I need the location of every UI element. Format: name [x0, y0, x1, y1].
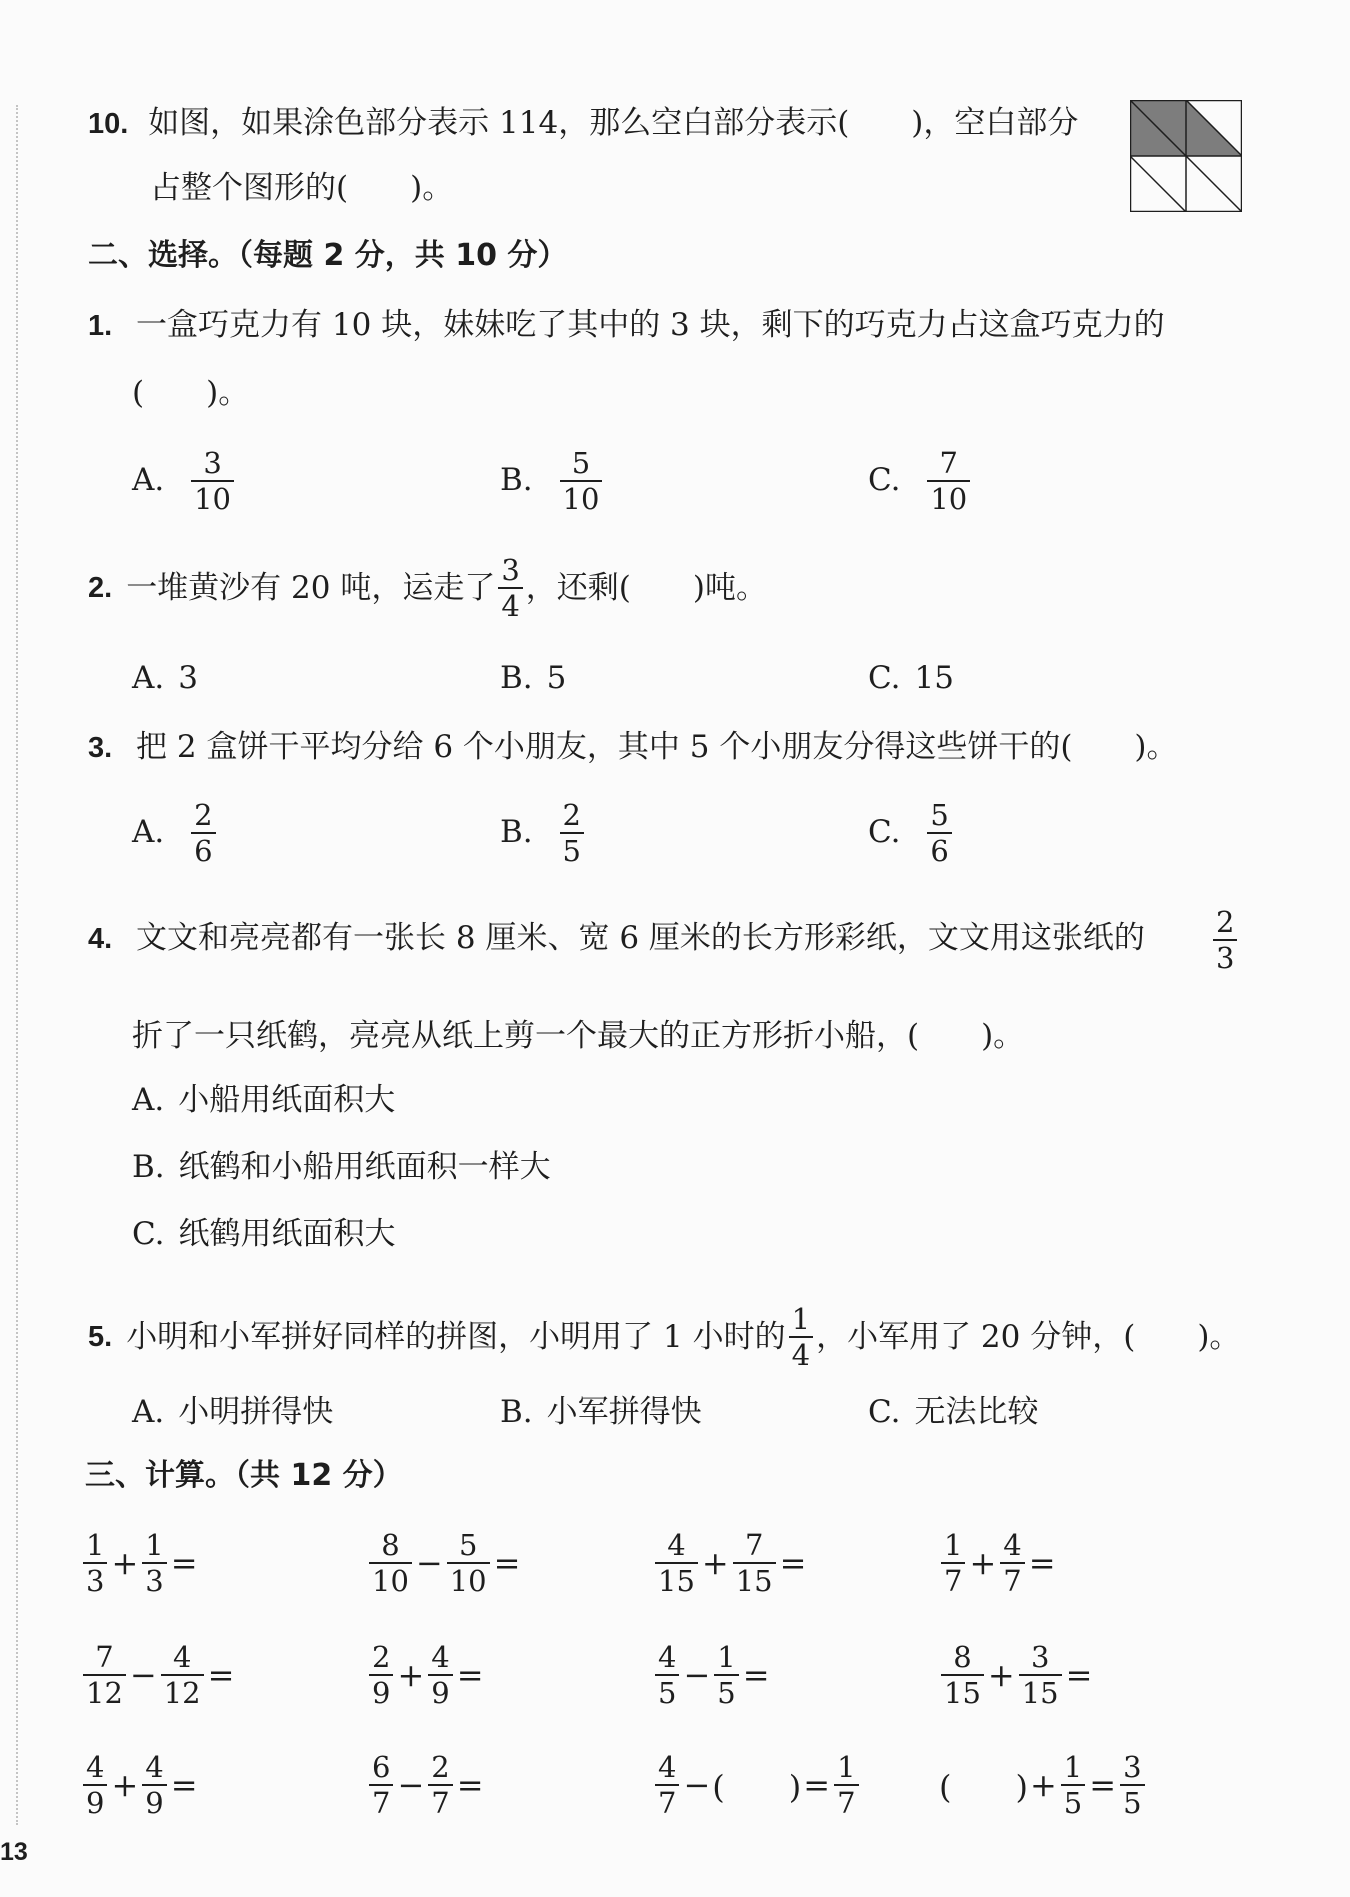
fraction: $\frac{7}{12}$	[83, 1640, 126, 1710]
math-operator: =	[170, 1766, 198, 1804]
q5-number: 5.	[88, 1321, 113, 1353]
math-operator: −	[683, 1656, 711, 1694]
option-text: 纸鹤用纸面积大	[178, 1216, 396, 1252]
q5-option-c[interactable]	[868, 1392, 1038, 1432]
math-operator: −	[129, 1656, 157, 1694]
fraction: $\frac{2}{5}$	[560, 798, 584, 868]
fraction: $\frac{1}{5}$	[714, 1640, 738, 1710]
fraction: $\frac{6}{7}$	[369, 1750, 393, 1820]
calc-expression	[938, 1528, 1057, 1598]
math-operator: =	[493, 1544, 521, 1582]
fraction: $\frac{2}{7}$	[428, 1750, 452, 1820]
calc-expression	[366, 1640, 485, 1710]
fraction: $\frac{8}{10}$	[369, 1528, 412, 1598]
q10-line1	[88, 103, 1078, 144]
math-operator: =	[1065, 1656, 1093, 1694]
fraction: $\frac{1}{5}$	[1061, 1750, 1085, 1820]
q2-number: 2.	[88, 572, 113, 604]
q2-text-post: ，还剩( )吨。	[525, 570, 767, 606]
math-operator: −	[415, 1544, 443, 1582]
math-operator: =	[456, 1766, 484, 1804]
calc-expression	[80, 1640, 235, 1710]
q5-text-post: ，小军用了 20 分钟，( )。	[816, 1319, 1241, 1355]
q4-line1	[88, 918, 1145, 959]
fraction: $\frac{4}{7}$	[1000, 1528, 1024, 1598]
q4-text-2: 折了一只纸鹤，亮亮从纸上剪一个最大的正方形折小船，( )。	[132, 1018, 1025, 1054]
math-operator: +	[111, 1544, 139, 1582]
fraction: $\frac{5}{6}$	[927, 798, 951, 868]
q4-fraction-wrap	[1210, 905, 1240, 975]
option-letter: B.	[500, 813, 533, 850]
option-letter: A.	[132, 813, 165, 850]
section2-title: 二、选择。（每题 2 分，共 10 分）	[88, 238, 568, 273]
math-operator: =	[456, 1656, 484, 1694]
q1-option-c[interactable]	[868, 446, 973, 516]
fraction: $\frac{1}{3}$	[142, 1528, 166, 1598]
option-text: 小明拼得快	[178, 1394, 334, 1430]
answer-blank[interactable]: ( )	[712, 1768, 802, 1806]
math-operator: −	[683, 1766, 711, 1804]
fraction: $\frac{4}{9}$	[142, 1750, 166, 1820]
q10-number: 10.	[88, 108, 129, 140]
fraction: $\frac{5}{10}$	[447, 1528, 490, 1598]
fraction: $\frac{8}{15}$	[941, 1640, 984, 1710]
math-operator: =	[742, 1656, 770, 1694]
fraction: $\frac{4}{9}$	[83, 1750, 107, 1820]
fraction: $\frac{3}{15}$	[1019, 1640, 1062, 1710]
page-number: 13	[0, 1838, 28, 1866]
option-letter: A.	[132, 1394, 165, 1430]
option-letter: C.	[132, 1216, 165, 1252]
math-operator: +	[397, 1656, 425, 1694]
q3-text: 把 2 盒饼干平均分给 6 个小朋友，其中 5 个小朋友分得这些饼干的( )。	[136, 729, 1178, 765]
q1-text-2: ( )。	[132, 375, 250, 411]
q1-number: 1.	[88, 310, 113, 342]
calc-expression	[938, 1640, 1093, 1710]
q5-line	[88, 1302, 1240, 1372]
q2-line	[88, 553, 767, 623]
option-letter: C.	[868, 1394, 901, 1430]
q3-option-c[interactable]	[868, 798, 955, 868]
q10-text-2: 占整个图形的( )。	[150, 170, 454, 206]
fraction: $\frac{3}{10}$	[191, 446, 234, 516]
q5-option-a[interactable]	[132, 1392, 333, 1432]
calc-expression	[366, 1750, 485, 1820]
q4-option-c[interactable]	[132, 1214, 395, 1254]
math-operator: =	[779, 1544, 807, 1582]
q1-option-b[interactable]	[500, 446, 605, 516]
q2-option-c[interactable]	[868, 658, 954, 698]
q3-line	[88, 727, 1178, 768]
q5-text-pre: 小明和小军拼好同样的拼图，小明用了 1 小时的	[126, 1319, 786, 1355]
option-letter: C.	[868, 660, 901, 696]
fraction: $\frac{3}{4}$	[498, 553, 522, 623]
fraction: $\frac{3}{5}$	[1120, 1750, 1144, 1820]
answer-blank[interactable]: ( )	[939, 1768, 1028, 1806]
math-operator: =	[170, 1544, 198, 1582]
q1-text: 一盒巧克力有 10 块，妹妹吃了其中的 3 块，剩下的巧克力占这盒巧克力的	[136, 307, 1165, 343]
fraction: $\frac{4}{5}$	[655, 1640, 679, 1710]
calc-fill-blank-2[interactable]	[938, 1750, 1148, 1820]
option-text: 15	[914, 660, 954, 696]
binding-edge	[16, 105, 18, 1825]
fraction: $\frac{7}{10}$	[927, 446, 970, 516]
fraction: $\frac{2}{9}$	[369, 1640, 393, 1710]
calc-expression	[366, 1528, 521, 1598]
option-letter: C.	[868, 813, 901, 850]
fraction: $\frac{5}{10}$	[560, 446, 603, 516]
fraction: $\frac{4}{12}$	[161, 1640, 204, 1710]
fraction: $\frac{4}{9}$	[428, 1640, 452, 1710]
option-text: 3	[178, 660, 198, 696]
option-letter: B.	[132, 1149, 165, 1185]
option-text: 纸鹤和小船用纸面积一样大	[178, 1149, 551, 1185]
q1-line1	[88, 305, 1165, 346]
fraction: $\frac{1}{7}$	[941, 1528, 965, 1598]
fraction: $\frac{1}{3}$	[83, 1528, 107, 1598]
q1-option-a[interactable]	[132, 446, 237, 516]
math-operator: +	[969, 1544, 997, 1582]
option-text: 小船用纸面积大	[178, 1082, 396, 1118]
calc-expression	[80, 1528, 199, 1598]
math-operator: +	[701, 1544, 729, 1582]
q3-number: 3.	[88, 732, 113, 764]
q4-option-b[interactable]	[132, 1147, 551, 1187]
math-operator: −	[397, 1766, 425, 1804]
math-operator: =	[803, 1766, 831, 1804]
option-letter: A.	[132, 660, 165, 696]
q3-option-a[interactable]	[132, 798, 219, 868]
option-letter: C.	[868, 461, 901, 498]
math-operator: +	[111, 1766, 139, 1804]
option-letter: B.	[500, 461, 533, 498]
fraction: $\frac{4}{15}$	[655, 1528, 698, 1598]
calc-expression	[80, 1750, 199, 1820]
fraction: $\frac{1}{7}$	[834, 1750, 858, 1820]
q4-number: 4.	[88, 923, 113, 955]
calc-fill-blank-1[interactable]	[652, 1750, 862, 1820]
q5-option-b[interactable]	[500, 1392, 702, 1432]
math-operator: =	[1089, 1766, 1117, 1804]
fraction: $\frac{7}{15}$	[733, 1528, 776, 1598]
q2-text-pre: 一堆黄沙有 20 吨，运走了	[126, 570, 496, 606]
q4-option-a[interactable]	[132, 1080, 395, 1120]
option-letter: B.	[500, 660, 533, 696]
calc-expression	[652, 1528, 807, 1598]
fraction: $\frac{2}{3}$	[1213, 905, 1237, 975]
math-operator: =	[1028, 1544, 1056, 1582]
q2-option-b[interactable]	[500, 658, 566, 698]
q4-text-1: 文文和亮亮都有一张长 8 厘米、宽 6 厘米的长方形彩纸，文文用这张纸的	[136, 920, 1145, 956]
fraction: $\frac{4}{7}$	[655, 1750, 679, 1820]
q10-text-1: 如图，如果涂色部分表示 114，那么空白部分表示( )，空白部分	[148, 105, 1079, 141]
fraction: $\frac{2}{6}$	[191, 798, 215, 868]
option-letter: A.	[132, 1082, 165, 1118]
calc-expression	[652, 1640, 771, 1710]
fraction: $\frac{1}{4}$	[789, 1302, 813, 1372]
option-text: 5	[546, 660, 567, 696]
q2-option-a[interactable]	[132, 658, 198, 698]
q3-option-b[interactable]	[500, 798, 587, 868]
math-operator: +	[987, 1656, 1015, 1694]
q10-figure	[1130, 100, 1242, 212]
math-operator: =	[207, 1656, 235, 1694]
option-text: 无法比较	[914, 1394, 1039, 1430]
option-letter: A.	[132, 461, 165, 498]
option-letter: B.	[500, 1394, 533, 1430]
math-operator: +	[1029, 1766, 1057, 1804]
section3-title: 三、计算。（共 12 分）	[85, 1458, 403, 1493]
option-text: 小军拼得快	[546, 1394, 702, 1430]
